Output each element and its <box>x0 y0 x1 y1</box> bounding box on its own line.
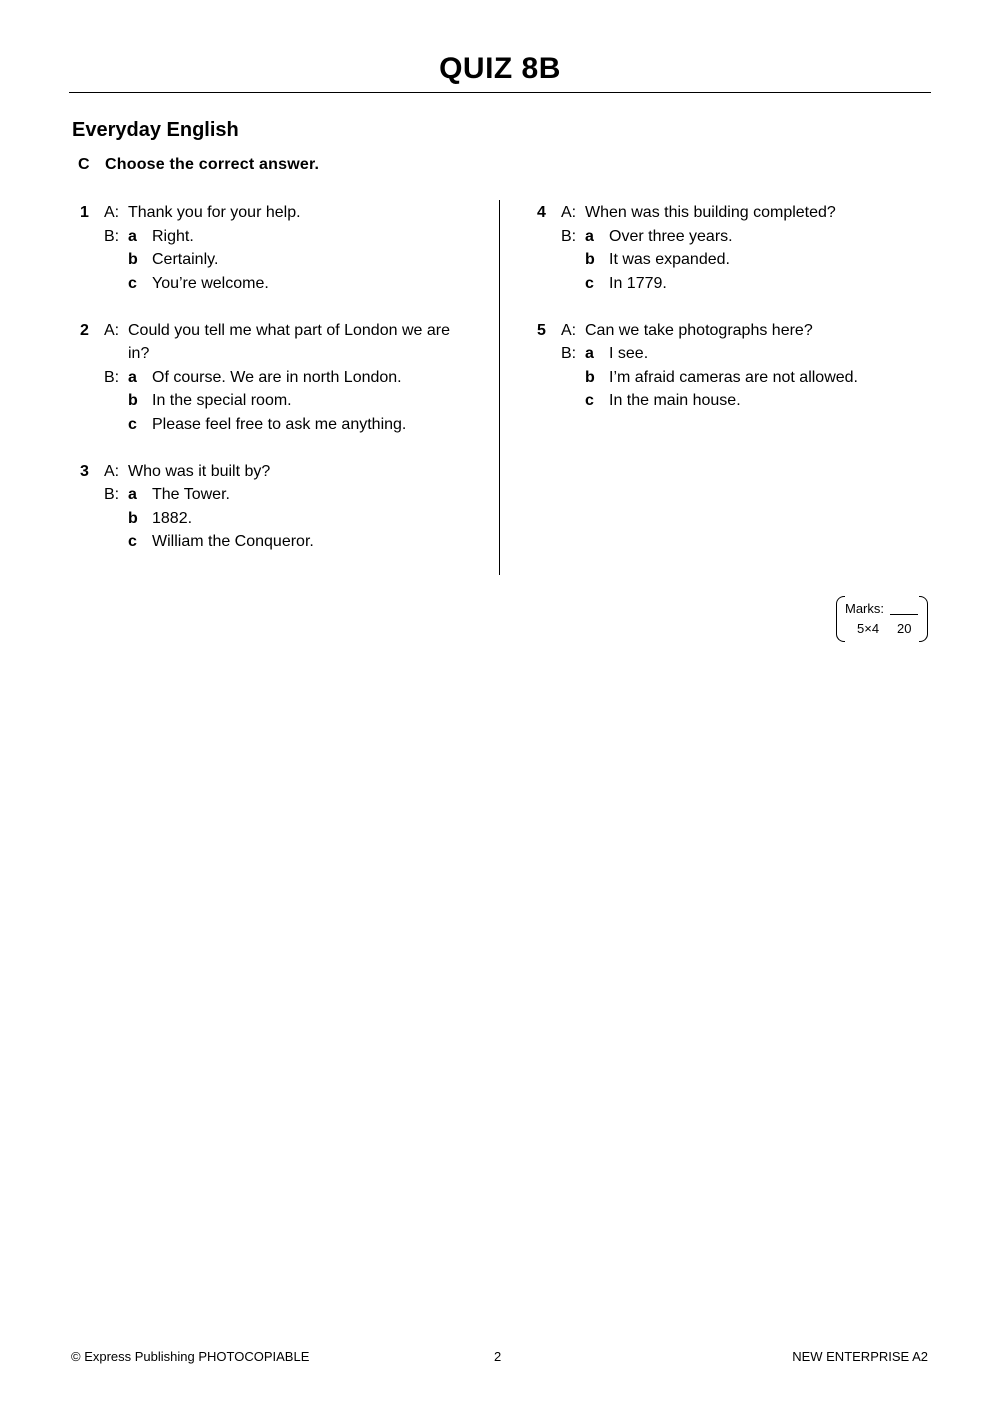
marks-label: Marks: <box>845 601 884 616</box>
question-text: When was this building completed? <box>585 204 836 221</box>
question-4 <box>537 201 937 295</box>
marks-calculation: 5×4 <box>857 621 880 636</box>
option-c[interactable]: In the main house. <box>609 392 741 409</box>
option-letter: c <box>128 533 137 550</box>
option-a[interactable]: Over three years. <box>609 227 733 245</box>
option-letter: a <box>585 345 594 362</box>
question-text: Can we take photographs here? <box>585 321 813 339</box>
instruction-text: Choose the correct answer. <box>105 156 320 173</box>
instruction <box>78 156 319 174</box>
option-letter: b <box>585 251 595 268</box>
question-5 <box>537 319 937 413</box>
question-number: 1 <box>80 204 89 221</box>
question-number: 4 <box>537 204 546 221</box>
speaker-b-label: B: <box>104 486 120 503</box>
option-b[interactable]: 1882. <box>152 509 193 527</box>
option-a[interactable]: The Tower. <box>152 486 230 503</box>
instruction-letter: C <box>78 156 90 173</box>
option-b[interactable]: I’m afraid cameras are not allowed. <box>609 368 858 386</box>
footer-copyright: © Express Publishing PHOTOCOPIABLE <box>71 1349 310 1364</box>
option-letter: b <box>585 368 595 386</box>
option-c[interactable]: Please feel free to ask me anything. <box>152 415 407 433</box>
option-letter: a <box>128 486 137 503</box>
option-letter: b <box>128 251 138 268</box>
speaker-b-label: B: <box>104 227 120 245</box>
question-number: 3 <box>80 462 89 480</box>
speaker-a-label: A: <box>104 204 120 221</box>
option-a[interactable]: Of course. We are in north London. <box>152 368 402 386</box>
question-number: 2 <box>80 321 89 339</box>
marks-bracket-left <box>836 596 845 642</box>
speaker-b-label: B: <box>561 227 577 245</box>
speaker-b-label: B: <box>104 368 120 386</box>
option-letter: a <box>128 227 137 245</box>
marks-bracket-right <box>919 596 928 642</box>
questions-left-column <box>80 201 490 577</box>
speaker-a-label: A: <box>104 462 120 480</box>
speaker-a-label: A: <box>561 204 577 221</box>
quiz-title: QUIZ 8B <box>439 52 561 85</box>
title-rule <box>69 92 931 93</box>
option-a[interactable]: I see. <box>609 345 649 362</box>
option-b[interactable]: In the special room. <box>152 392 292 409</box>
footer-book-title: NEW ENTERPRISE A2 <box>792 1349 928 1364</box>
option-letter: b <box>128 509 138 527</box>
section-title: Everyday English <box>72 119 239 141</box>
option-c[interactable]: You’re welcome. <box>152 274 269 292</box>
option-b[interactable]: It was expanded. <box>609 251 730 268</box>
question-text: Could you tell me what part of London we are <box>128 321 450 339</box>
question-1 <box>80 201 490 295</box>
option-letter: c <box>585 274 594 292</box>
option-c[interactable]: In 1779. <box>609 274 667 292</box>
speaker-a-label: A: <box>561 321 577 339</box>
option-letter: b <box>128 392 138 409</box>
marks-total: 20 <box>897 621 912 636</box>
questions-right-column <box>537 201 937 436</box>
question-2 <box>80 319 490 437</box>
option-letter: c <box>128 274 137 292</box>
question-number: 5 <box>537 321 546 339</box>
marks-box <box>836 596 928 642</box>
option-b[interactable]: Certainly. <box>152 251 219 268</box>
option-letter: a <box>585 227 594 245</box>
speaker-b-label: B: <box>561 345 577 362</box>
column-divider <box>499 200 500 575</box>
question-text: Thank you for your help. <box>128 204 301 221</box>
option-letter: c <box>128 415 137 433</box>
option-letter: a <box>128 368 137 386</box>
question-3 <box>80 460 490 554</box>
question-text: Who was it built by? <box>128 462 271 480</box>
question-text-continued: in? <box>128 345 150 362</box>
option-c[interactable]: William the Conqueror. <box>152 533 314 550</box>
footer-page-number: 2 <box>494 1349 502 1364</box>
marks-blank-line[interactable] <box>890 614 918 615</box>
option-letter: c <box>585 392 594 409</box>
speaker-a-label: A: <box>104 321 120 339</box>
option-a[interactable]: Right. <box>152 227 194 245</box>
